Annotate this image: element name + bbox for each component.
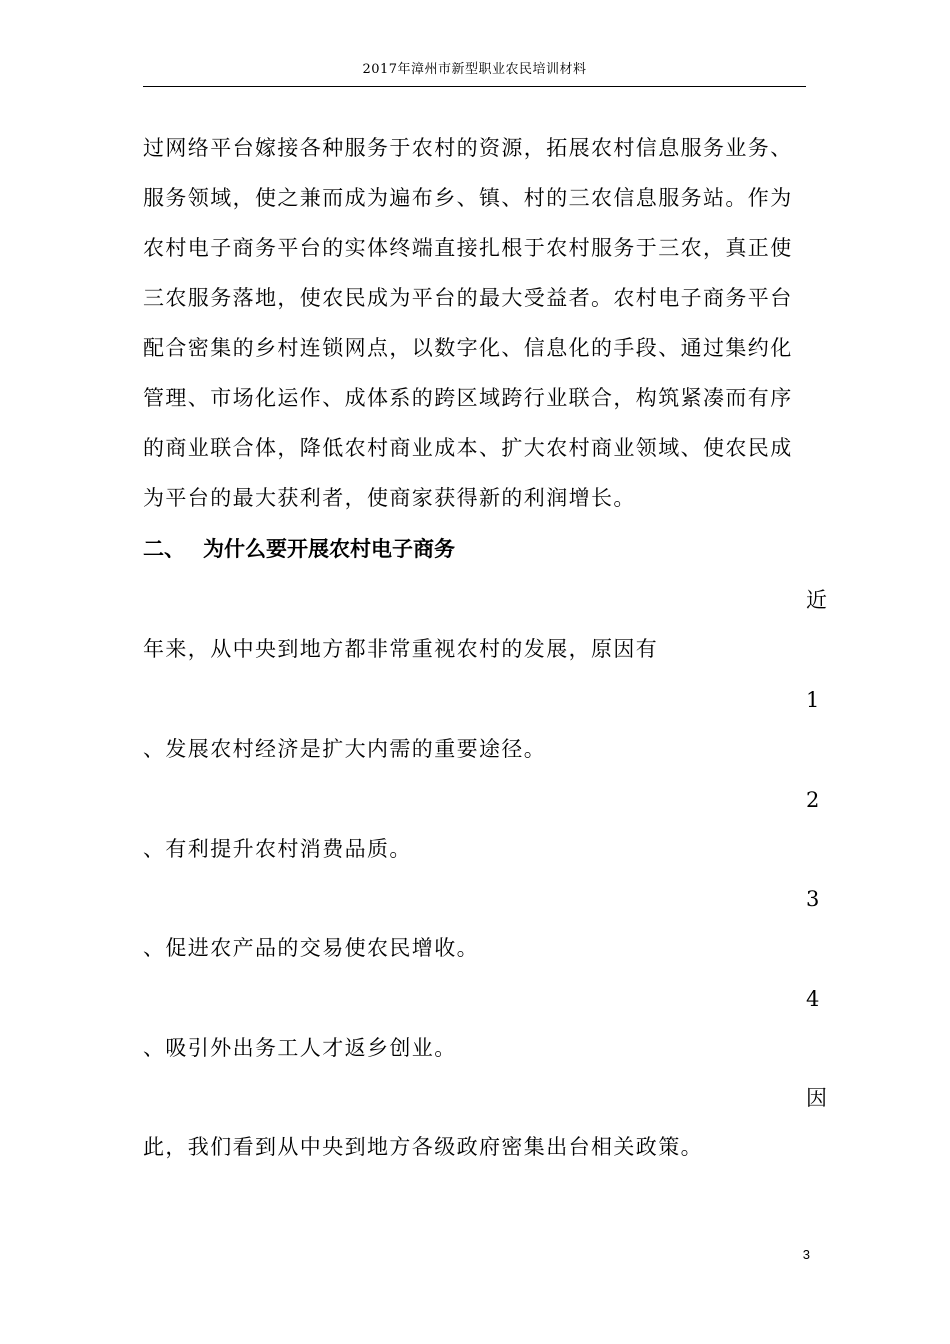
header-rule [143, 86, 806, 87]
reason-text: 、有利提升农村消费品质。 [143, 837, 412, 861]
conclusion-lead-char: 因 [806, 1086, 827, 1110]
reason-text: 、促进农产品的交易使农民增收。 [143, 936, 479, 960]
paragraph-line: 为平台的最大获利者，使商家获得新的利润增长。 [143, 486, 636, 510]
body-paragraph [143, 123, 806, 523]
intro-text: 年来，从中央到地方都非常重视农村的发展，原因有 [143, 637, 659, 661]
paragraph-line: 管理、市场化运作、成体系的跨区域跨行业联合，构筑紧凑而有序 [143, 386, 793, 410]
paragraph-line: 三农服务落地，使农民成为平台的最大受益者。农村电子商务平台 [143, 286, 793, 310]
reason-number: 2 [806, 788, 820, 812]
section-heading [143, 524, 455, 574]
reason-text: 、发展农村经济是扩大内需的重要途径。 [143, 737, 547, 761]
paragraph-line: 过网络平台嫁接各种服务于农村的资源，拓展农村信息服务业务、 [143, 136, 793, 160]
paragraph-line: 农村电子商务平台的实体终端直接扎根于农村服务于三农，真正使 [143, 236, 793, 260]
reason-number: 3 [806, 887, 820, 911]
page-number: 3 [802, 1247, 810, 1262]
reason-number: 4 [806, 987, 820, 1011]
paragraph-line: 的商业联合体，降低农村商业成本、扩大农村商业领域、使农民成 [143, 436, 793, 460]
conclusion-text: 此，我们看到从中央到地方各级政府密集出台相关政策。 [143, 1135, 703, 1159]
intro-lead-char: 近 [806, 588, 827, 612]
paragraph-line: 配合密集的乡村连锁网点，以数字化、信息化的手段、通过集约化 [143, 336, 793, 360]
paragraph-line: 服务领域，使之兼而成为遍布乡、镇、村的三农信息服务站。作为 [143, 186, 793, 210]
reason-number: 1 [806, 688, 820, 712]
section-title: 为什么要开展农村电子商务 [203, 537, 455, 561]
reason-text: 、吸引外出务工人才返乡创业。 [143, 1036, 457, 1060]
page-header: 2017年漳州市新型职业农民培训材料 [362, 62, 587, 77]
section-number: 二、 [143, 537, 185, 561]
